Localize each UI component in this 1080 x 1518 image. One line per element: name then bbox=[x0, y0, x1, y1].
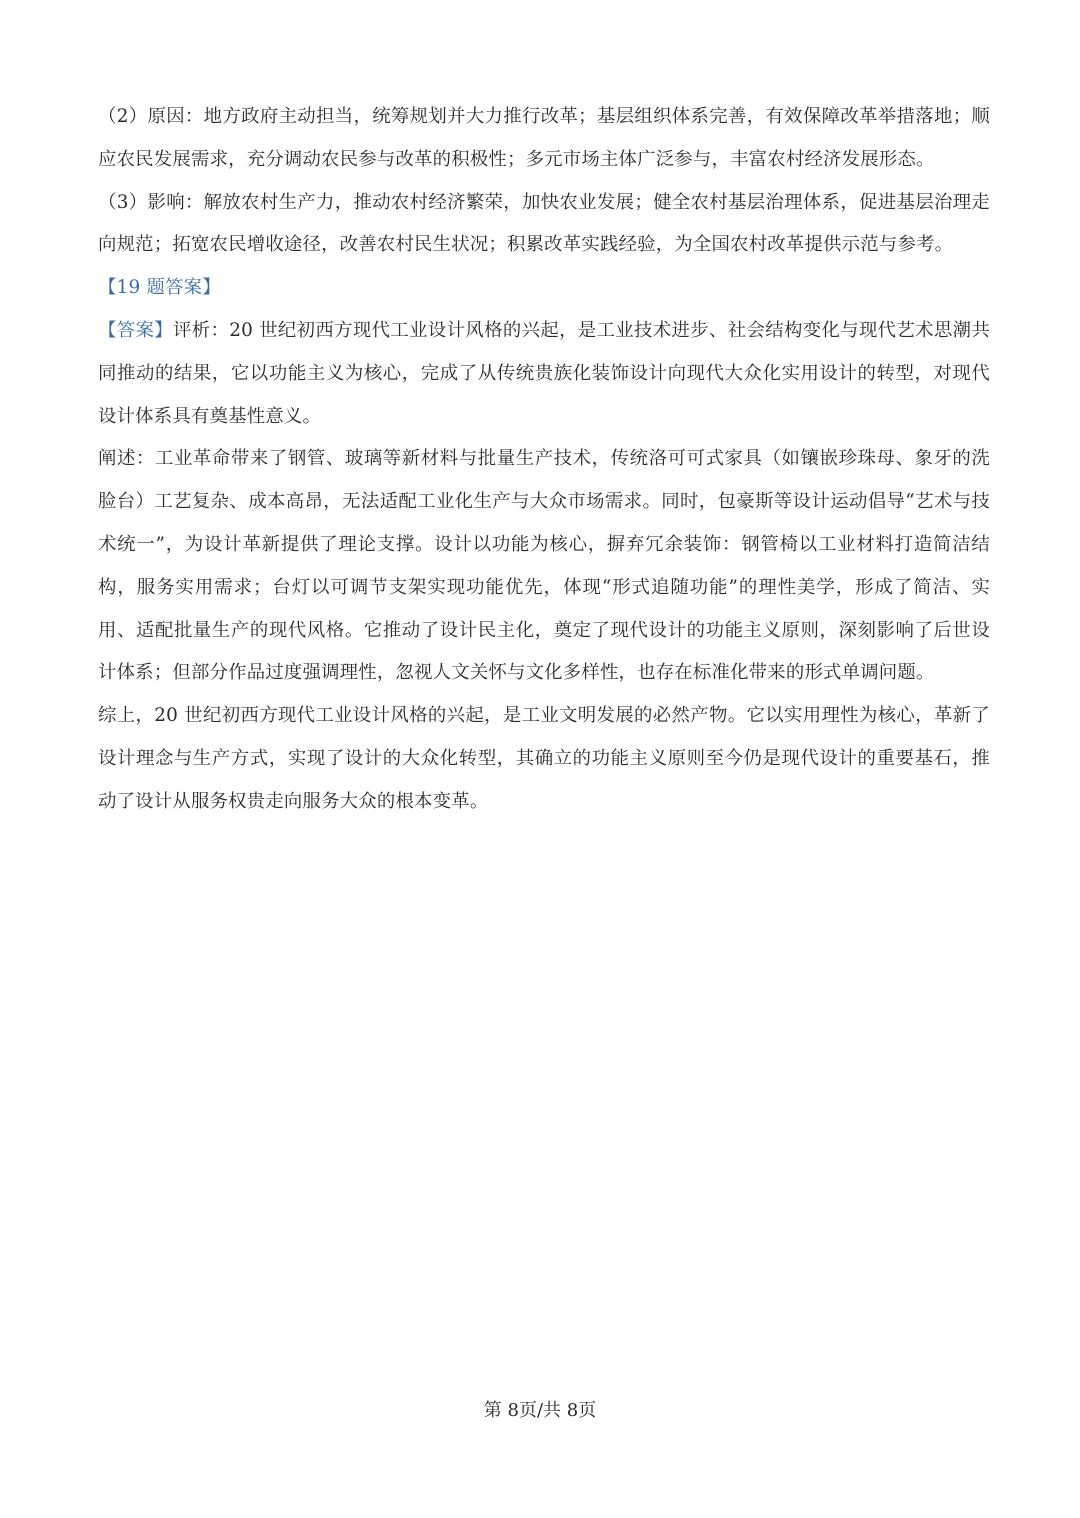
document-page bbox=[98, 96, 990, 824]
q18-impact-paragraph: （3）影响：解放农村生产力，推动农村经济繁荣，加快农业发展；健全农村基层治理体系，促进基层治理走向规范；拓宽农民增收途径，改善农村民生状况；积累改革实践经验，为全国农村改革提供示范与参考。 bbox=[98, 191, 990, 256]
page-number: 第 8页/共 8页 bbox=[483, 1400, 597, 1421]
q18-reason-paragraph: （2）原因：地方政府主动担当，统筹规划并大力推行改革；基层组织体系完善，有效保障改革举措落地；顺应农民发展需求，充分调动农民参与改革的积极性；多元市场主体广泛参与，丰富农村经济发展形态。 bbox=[98, 106, 990, 170]
q19-answer-heading: 【19 题答案】 bbox=[98, 277, 221, 299]
q19-elaboration-paragraph: 阐述：工业革命带来了钢管、玻璃等新材料与批量生产技术，传统洛可可式家具（如镶嵌珍珠母、象牙的洗脸台）工艺复杂、成本高昂，无法适配工业化生产与大众市场需求。同时，包豪斯等设计运动倡导“艺术与技术统一”，为设计革新提供了理论支撑。设计以功能为核心，摒弃冗余装饰：钢管椅以工业材料打造简洁结构，服务实用需求；台灯以可调节支架实现功能优先，体现“形式追随功能”的理性美学，形成了简洁、实用、适配批量生产的现代风格。它推动了设计民主化，奠定了现代设计的功能主义原则，深刻影响了后世设计体系；但部分作品过度强调理性，忽视人文关怀与文化多样性，也存在标准化带来的形式单调问题。 bbox=[98, 448, 990, 684]
q19-analysis-text: 评析：20 世纪初西方现代工业设计风格的兴起，是工业技术进步、社会结构变化与现代艺术思潮共同推动的结果，它以功能主义为核心，完成了从传统贵族化装饰设计向现代大众化实用设计的转型，对现代设计体系具有奠基性意义。 bbox=[98, 319, 990, 427]
q19-summary-paragraph: 综上，20 世纪初西方现代工业设计风格的兴起，是工业文明发展的必然产物。它以实用理性为核心，革新了设计理念与生产方式，实现了设计的大众化转型，其确立的功能主义原则至今仍是现代设计的重要基石，推动了设计从服务权贵走向服务大众的根本变革。 bbox=[98, 705, 990, 812]
answer-tag: 【答案】 bbox=[98, 319, 173, 341]
q19-analysis-paragraph bbox=[98, 310, 990, 438]
